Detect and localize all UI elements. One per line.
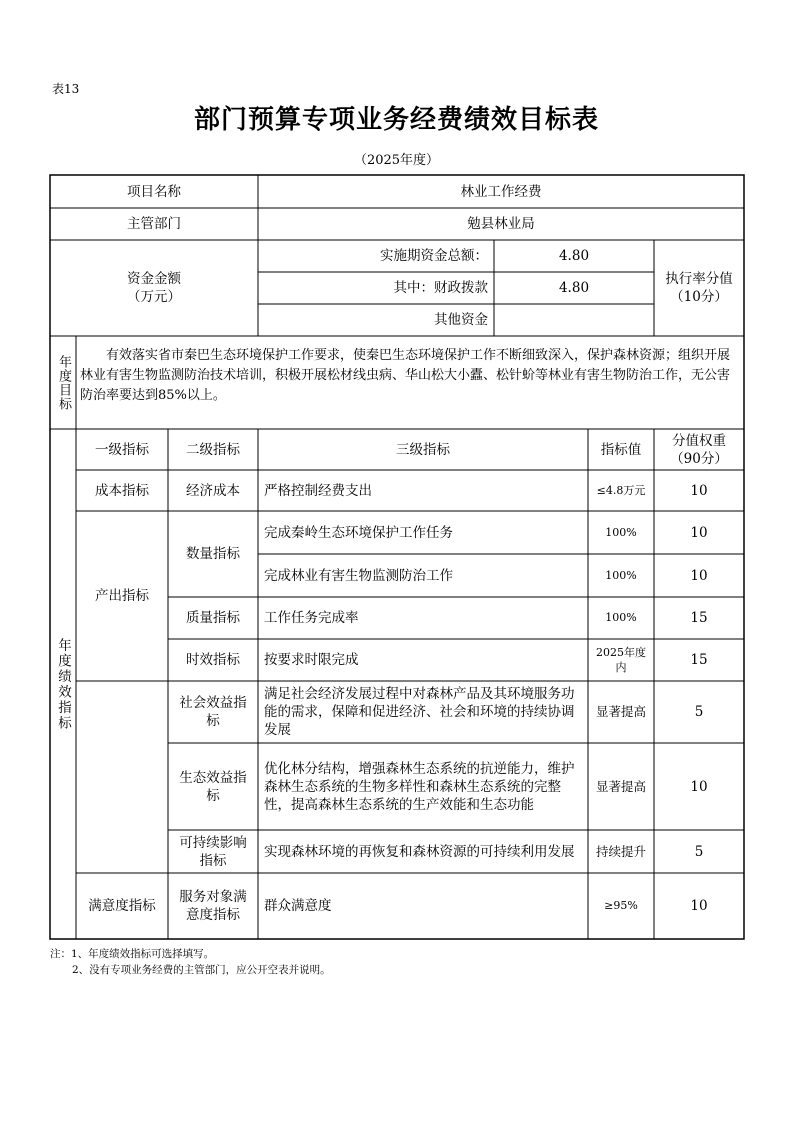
total-funds-label: 实施期资金总额： [380,248,488,264]
level2-timeliness: 时效指标 [186,652,240,668]
project-name-label: 项目名称 [127,183,181,200]
footnote-1: 注：1、年度绩效指标可选择填写。 [50,948,215,960]
funds-label-line1: 资金金额 [127,271,181,287]
level3-cell: 实现森林环境的再恢复和森林资源的可持续利用发展 [264,843,575,860]
weight-value: 15 [690,652,708,668]
fiscal-funds-label: 其中：财政拨款 [393,280,488,296]
funds-label-line2: （万元） [127,289,181,305]
indicator-value: ≤4.8万元 [596,483,646,497]
total-funds-value: 4.80 [558,248,590,264]
indicator-value: 显著提高 [595,704,646,719]
execution-rate-line2: （10分） [670,289,728,305]
weight-value: 10 [690,524,708,541]
funds-label [50,240,258,336]
level3-cell: 严格控制经费支出 [264,482,372,499]
weight-value: 15 [690,610,708,626]
header-weight-line2: （90分） [670,450,728,467]
indicator-value: 100% [605,568,637,582]
department-label: 主管部门 [127,216,181,232]
execution-rate-line1: 执行率分值 [665,271,733,287]
department-value: 勉县林业局 [467,216,535,232]
level3-cell: 群众满意度 [264,898,332,914]
header-level3: 三级指标 [396,441,450,458]
indicator-value: 2025年度内 [596,646,646,674]
footnotes [50,946,331,978]
weight-value: 10 [690,482,708,499]
annual-goal-text: 有效落实省市秦巴生态环境保护工作要求，使秦巴生态环境保护工作不断细致深入，保护森林资源；组织开展林业有害生物监测防治技术培训，积极开展松材线虫病、华山松大小蠹、松针蚧等林业有害生物防治工作，无公害防治率要达到85%以上。 [80,348,731,403]
level2-ecological: 生态效益指标 [179,769,247,804]
header-level2: 二级指标 [186,441,240,458]
level3-cell: 满足社会经济发展过程中对森林产品及其环境服务功能的需求，保障和促进经济、社会和环境的持续协调发展 [264,686,575,738]
indicator-value: 持续提升 [595,843,646,859]
level3-cell: 完成秦岭生态环境保护工作任务 [264,524,453,541]
level1-satisfaction: 满意度指标 [88,898,156,914]
header-value: 指标值 [600,441,642,458]
level2-quality: 质量指标 [186,610,240,626]
level2-social: 社会效益指标 [179,695,247,729]
weight-value: 10 [690,567,708,584]
level3-cell: 完成林业有害生物监测防治工作 [264,567,453,584]
fiscal-funds-value: 4.80 [558,280,590,296]
level1-cost: 成本指标 [95,482,149,499]
budget-year: （2025年度） [353,153,440,168]
weight-value: 10 [690,898,708,914]
indicator-value: 显著提高 [595,778,646,794]
header-weight [654,429,744,470]
table-number: 表13 [52,82,80,96]
indicator-value: 100% [605,525,637,539]
level2-quantity: 数量指标 [186,546,240,562]
level3-cell: 工作任务完成率 [264,610,359,626]
weight-value: 5 [694,704,704,720]
project-name-value: 林业工作经费 [460,183,542,200]
other-funds-label: 其他资金 [434,312,488,328]
level1-effect [76,681,168,873]
level3-cell: 优化林分结构，增强森林生态系统的抗逆能力，维护森林生态系统的生物多样性和森林生态系统的完整性，提高森林生态系统的生产效能和生态功能 [264,760,575,813]
footnote-2: 2、没有专项业务经费的主管部门，应公开空表并说明。 [72,964,331,976]
weight-value: 10 [690,778,708,795]
annual-goal-label: 年度目标 [56,354,71,411]
level2-sustainable: 可持续影响指标 [179,834,247,869]
weight-value: 5 [694,843,704,860]
other-funds-value [494,304,654,336]
level1-output: 产出指标 [95,588,149,604]
indicator-value: ≥95% [604,899,638,912]
header-level1: 一级指标 [95,441,149,458]
execution-rate-score [654,240,744,336]
page-title: 部门预算专项业务经费绩效目标表 [193,105,599,135]
level2-economic-cost: 经济成本 [186,482,240,499]
header-weight-line1: 分值权重 [672,432,726,449]
level2-service-satisfaction: 服务对象满意度指标 [179,889,247,923]
indicator-value: 100% [605,611,637,624]
level3-cell: 按要求时限完成 [264,652,359,668]
annual-indicators-label: 年度绩效指标 [55,637,71,731]
